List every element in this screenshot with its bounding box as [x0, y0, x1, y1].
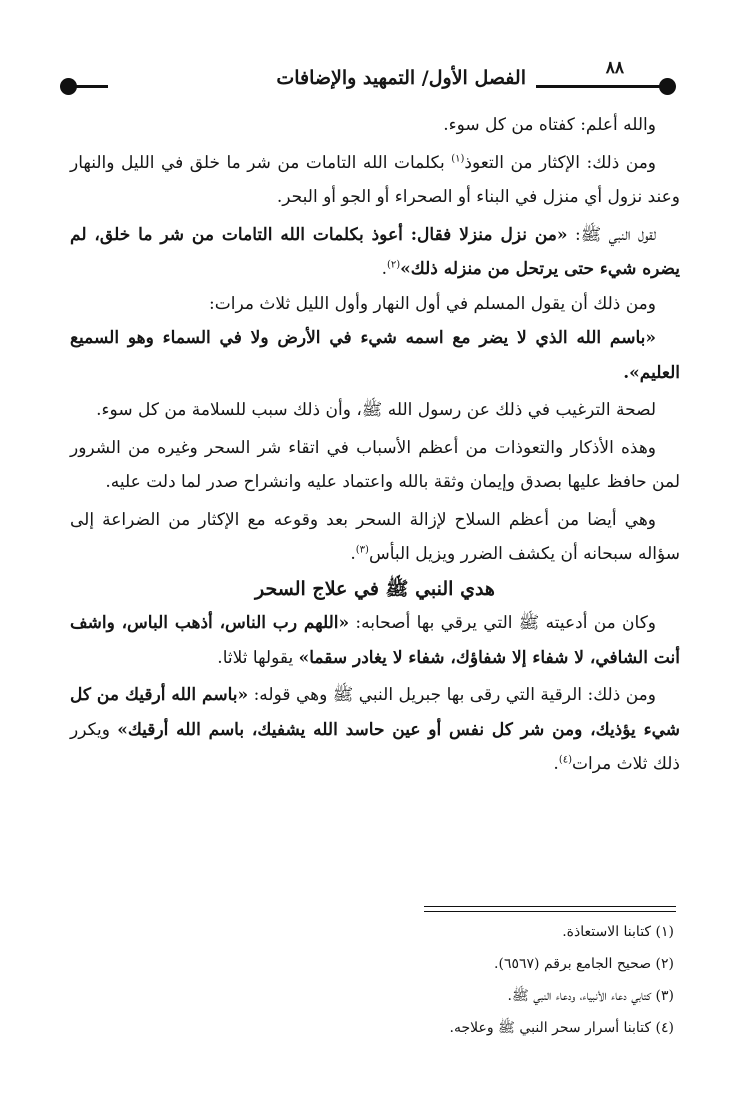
footnote-ref-3: (٣)	[355, 544, 369, 556]
paragraph-10-tail: ويكرر ذلك ثلاث مرات	[70, 719, 680, 774]
paragraph-10-end: .	[553, 754, 559, 774]
header-ornament-dot-left	[60, 78, 77, 95]
footnote-3: (٣) كتابي دعاء الأنبياء، ودعاء النبي ﷺ.	[507, 988, 674, 1004]
footnotes	[274, 916, 674, 1044]
hadith-quote-3: «باسم الله أرقيك من كل شيء يؤذيك، ومن شر كل نفس أو عين حاسد الله يشفيك، باسم الله أرقيك»	[70, 685, 680, 740]
paragraph-3-lead: لقول النبي ﷺ:	[567, 224, 656, 245]
paragraph-9-lead: وكان من أدعيته ﷺ التي يرقي بها أصحابه:	[349, 613, 656, 633]
paragraph-2-text-a: ومن ذلك: الإكثار من التعوذ	[464, 152, 657, 173]
footnote-1: (١) كتابنا الاستعاذة.	[562, 924, 674, 940]
running-header	[60, 58, 676, 98]
supplication-quote: «باسم الله الذي لا يضر مع اسمه شيء في الأرض ولا في السماء وهو السميع العليم».	[70, 328, 680, 383]
paragraph-3	[70, 218, 680, 287]
footnote-ref-2: (٢)	[386, 259, 401, 271]
footnote-2: (٢) صحيح الجامع برقم (٦٥٦٧).	[494, 956, 674, 972]
paragraph-1: والله أعلم: كفتاه من كل سوء.	[443, 115, 656, 135]
paragraph-10-lead: ومن ذلك: الرقية التي رقى بها جبريل النبي ﷺ وهي قوله:	[248, 685, 656, 705]
body-text	[70, 108, 680, 782]
paragraph-8	[70, 503, 680, 572]
paragraph-9-end: يقولها ثلاثا.	[217, 647, 299, 668]
paragraph-2-text-b: بكلمات الله التامات من شر ما خلق في الليل والنهار وعند نزول أي منزل في البناء أو الصحراء أو الجو أو البحر.	[70, 152, 680, 207]
page-number: ٨٨	[605, 58, 624, 78]
footnote-4: (٤) كتابنا أسرار سحر النبي ﷺ وعلاجه.	[449, 1020, 674, 1036]
footnote-ref-4: (٤)	[558, 754, 573, 766]
header-rule-right	[536, 85, 664, 88]
hadith-quote-2: «اللهم رب الناس، أذهب الباس، واشف أنت الشافي، لا شفاء إلا شفاؤك، شفاء لا يغادر سقما»	[70, 613, 680, 668]
paragraph-4: ومن ذلك أن يقول المسلم في أول النهار وأول الليل ثلاث مرات:	[209, 293, 656, 314]
chapter-title: الفصل الأول/ التمهيد والإضافات	[276, 67, 526, 89]
hadith-quote-1: «من نزل منزلا فقال: أعوذ بكلمات الله التامات من شر ما خلق، لم يضره شيء حتى يرتحل من منزله ذلك»	[70, 224, 680, 279]
section-heading: هدي النبي ﷺ في علاج السحر	[255, 577, 495, 600]
paragraph-2	[70, 146, 680, 215]
paragraph-3-end: .	[381, 259, 387, 279]
paragraph-10	[70, 678, 680, 782]
paragraph-8-end: .	[350, 544, 356, 564]
footnote-ref-1: (١)	[451, 152, 465, 164]
paragraph-6: لصحة الترغيب في ذلك عن رسول الله ﷺ، وأن ذلك سبب للسلامة من كل سوء.	[96, 400, 656, 420]
paragraph-8-text: وهي أيضا من أعظم السلاح لإزالة السحر بعد وقوعه مع الإكثار من الضراعة إلى سؤاله سبحانه أن يكشف الضرر ويزيل البأس	[70, 509, 680, 564]
footnote-separator	[424, 906, 676, 912]
paragraph-9	[70, 606, 680, 675]
paragraph-7: وهذه الأذكار والتعوذات من أعظم الأسباب في اتقاء شر السحر وغيره من الشرور لمن حافظ عليها بصدق وإيمان وثقة بالله واعتماد عليه وانشراح صدر لما دلت عليه.	[70, 437, 680, 492]
header-rule-left	[72, 85, 108, 88]
